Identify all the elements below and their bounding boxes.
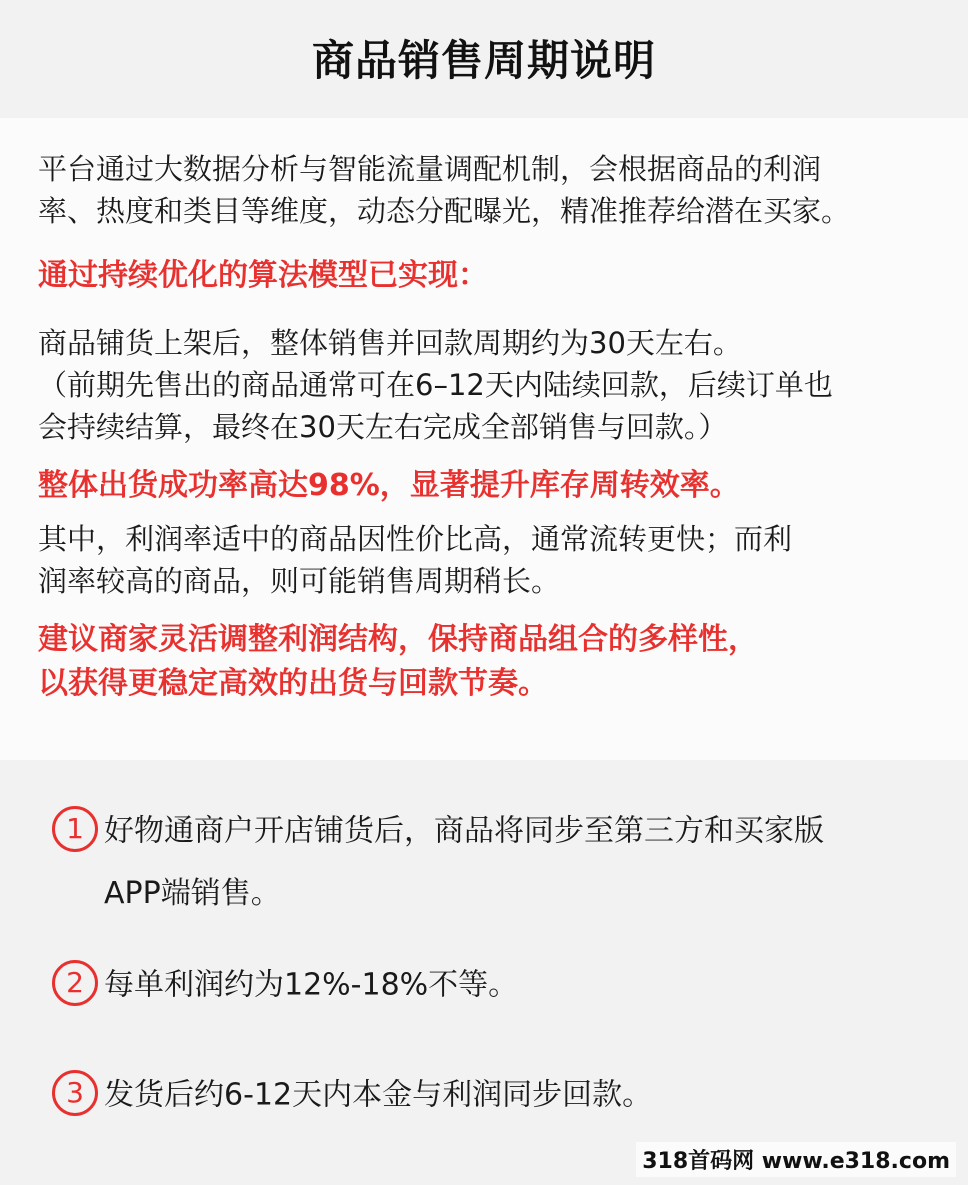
profit-note-line-1: 其中，利润率适中的商品因性价比高，通常流转更快；而利 [38,522,793,556]
highlight-algorithm: 通过持续优化的算法模型已实现： [38,258,488,293]
list-item-2 [52,954,932,1017]
cycle-line-2: （前期先售出的商品通常可在6–12天内陆续回款，后续订单也 [38,368,833,402]
list-item-3-line-1: 发货后约6-12天内本金与利润同步回款。 [104,1077,653,1113]
list-item-3 [52,1064,932,1127]
intro-line-2: 率、热度和类目等维度，动态分配曝光，精准推荐给潜在买家。 [38,194,851,228]
highlight-success-rate: 整体出货成功率高达98%，显著提升库存周转效率。 [38,468,740,503]
profit-note-line-2: 润率较高的商品，则可能销售周期稍长。 [38,564,561,598]
list-item-1-line-2: APP端销售。 [104,875,281,911]
cycle-line-3: 会持续结算，最终在30天左右完成全部销售与回款。） [38,410,728,444]
cycle-paragraph [38,322,938,448]
list-item-1-line-1: 好物通商户开店铺货后，商品将同步至第三方和买家版 [104,813,824,849]
intro-paragraph [38,148,938,232]
suggestion-line-2: 以获得更稳定高效的出货与回款节奏。 [38,666,548,701]
page-title: 商品销售周期说明 [311,36,656,85]
list-item-1 [52,800,932,925]
profit-note-paragraph [38,518,938,602]
suggestion-line-1: 建议商家灵活调整利润结构，保持商品组合的多样性， [38,622,758,657]
circled-number-2: 2 [52,960,98,1006]
intro-line-1: 平台通过大数据分析与智能流量调配机制，会根据商品的利润 [38,152,822,186]
list-item-2-line-1: 每单利润约为12%-18%不等。 [104,967,519,1003]
watermark: 318首码网 www.e318.com [636,1142,956,1177]
circled-number-1: 1 [52,806,98,852]
cycle-line-1: 商品铺货上架后，整体销售并回款周期约为30天左右。 [38,326,742,360]
info-card [0,118,968,760]
circled-number-3: 3 [52,1070,98,1116]
highlight-suggestion [38,618,938,706]
